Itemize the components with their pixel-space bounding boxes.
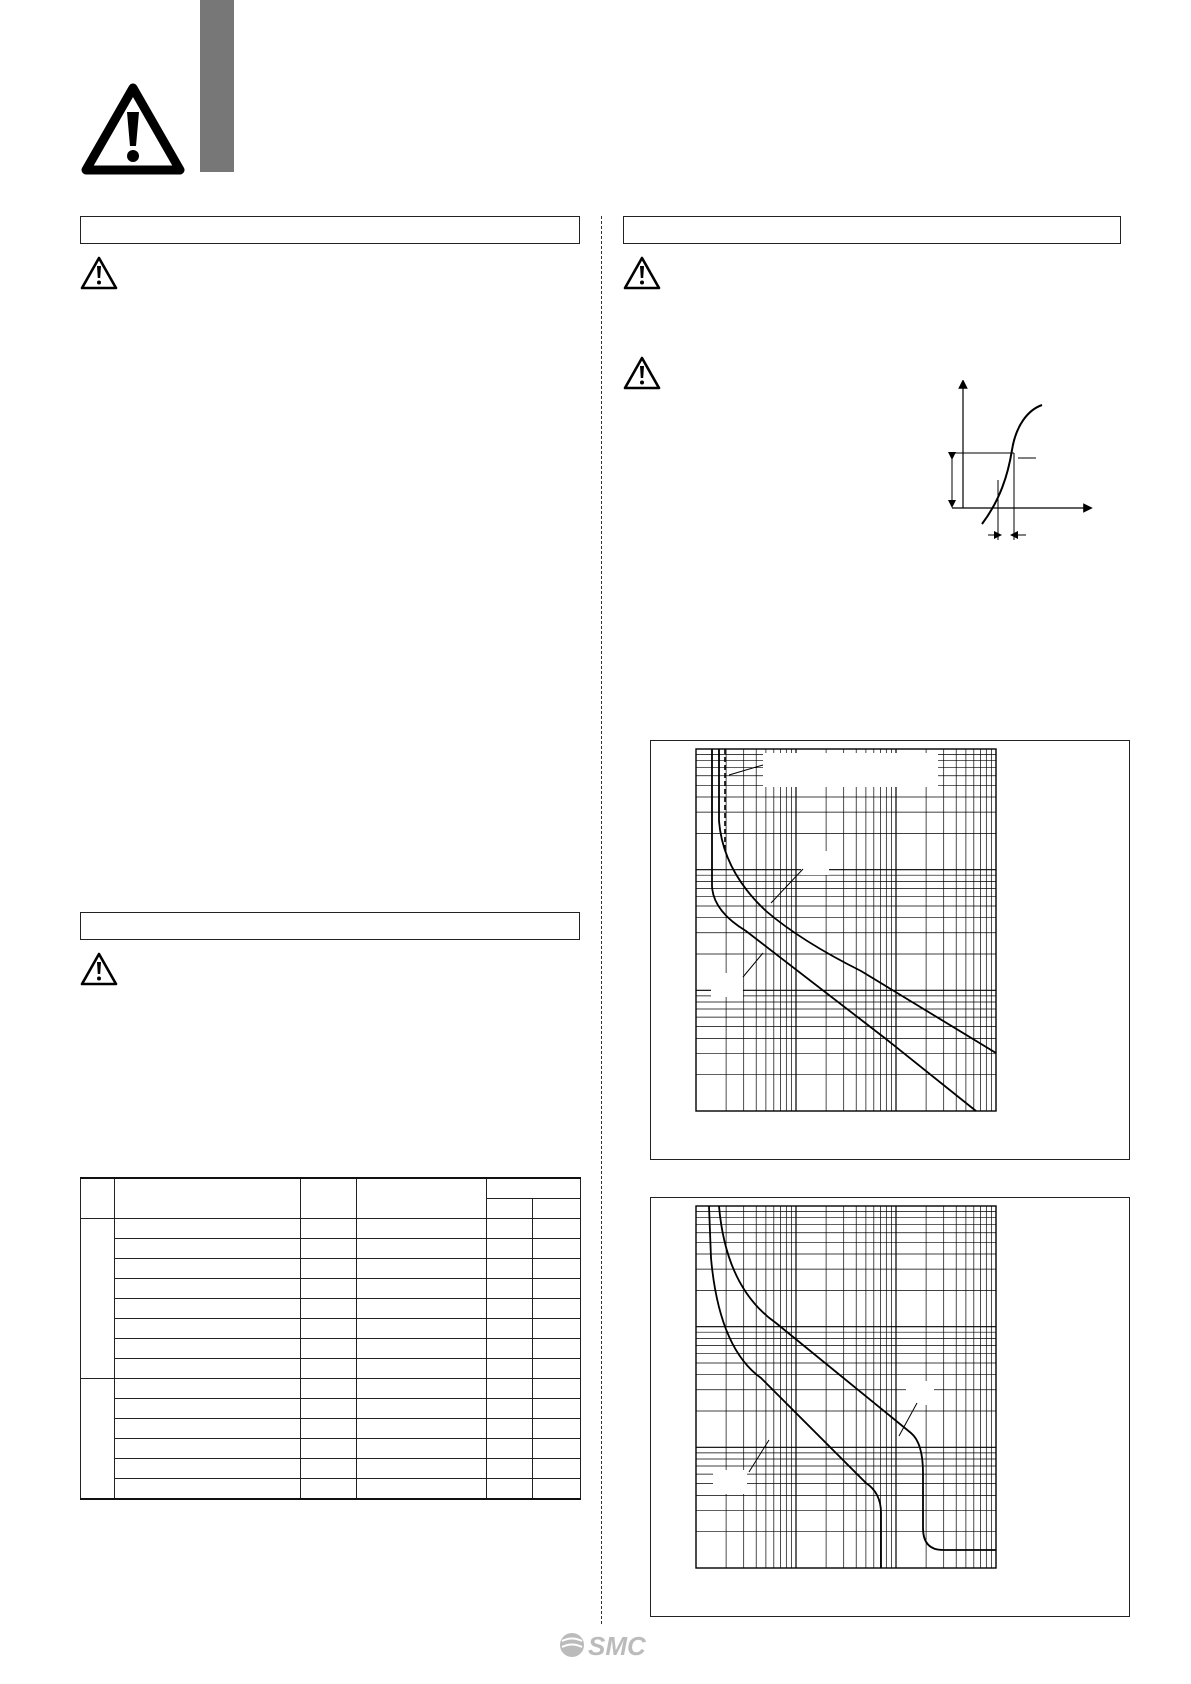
chart1-leader-3 [743, 953, 763, 977]
table-row [81, 1439, 581, 1459]
table-row [81, 1459, 581, 1479]
table-group-cell [81, 1379, 115, 1500]
table-header-cell [357, 1178, 487, 1219]
table-row [81, 1399, 581, 1419]
table-row [81, 1379, 581, 1399]
plot-border [696, 749, 996, 1111]
table-row [81, 1299, 581, 1319]
table-row [81, 1319, 581, 1339]
chart1-label-area [801, 851, 829, 875]
right-section1-header [623, 216, 1121, 244]
table-row [81, 1239, 581, 1259]
characteristic-sketch [930, 380, 1100, 550]
right-caution-icon [623, 356, 661, 390]
chart2-label-area [713, 1470, 747, 1494]
chart2-frame [650, 1197, 1130, 1617]
table-row [81, 1479, 581, 1500]
table-header-cell [487, 1178, 581, 1199]
table-header-cell [81, 1178, 115, 1219]
header-tab-bar [200, 0, 234, 172]
table-row [81, 1219, 581, 1239]
table-header-cell [115, 1178, 301, 1219]
spec-table [80, 1177, 581, 1500]
table-header-cell [487, 1199, 533, 1219]
chart2-label-area [906, 1381, 934, 1405]
table-row [81, 1339, 581, 1359]
chart1-curve-upper [719, 749, 996, 1053]
table-row [81, 1359, 581, 1379]
chart1-plot [651, 741, 1131, 1161]
chart1-leader-2 [771, 869, 803, 903]
chart1-frame [650, 740, 1130, 1160]
plot-border [696, 1206, 996, 1568]
column-divider [601, 216, 602, 1624]
left-section2-warning-icon [80, 952, 118, 986]
chart1-label-area [711, 973, 743, 997]
smc-logo [558, 1628, 648, 1662]
header-warning-icon [80, 82, 186, 178]
chart2-plot [651, 1198, 1131, 1618]
chart1-leader-1 [729, 765, 763, 775]
smc-logo-text: SMC [588, 1631, 646, 1661]
table-header-cell [533, 1199, 581, 1219]
right-section1-warning-icon [623, 256, 661, 290]
table-group-cell [81, 1219, 115, 1379]
chart1-label-area [763, 753, 938, 787]
table-row [81, 1419, 581, 1439]
table-row [81, 1279, 581, 1299]
left-section1-header [80, 216, 580, 244]
left-section2-header [80, 912, 580, 940]
table-header-row [81, 1178, 581, 1199]
table-header-cell [301, 1178, 357, 1219]
table-row [81, 1259, 581, 1279]
left-section1-warning-icon [80, 256, 118, 290]
